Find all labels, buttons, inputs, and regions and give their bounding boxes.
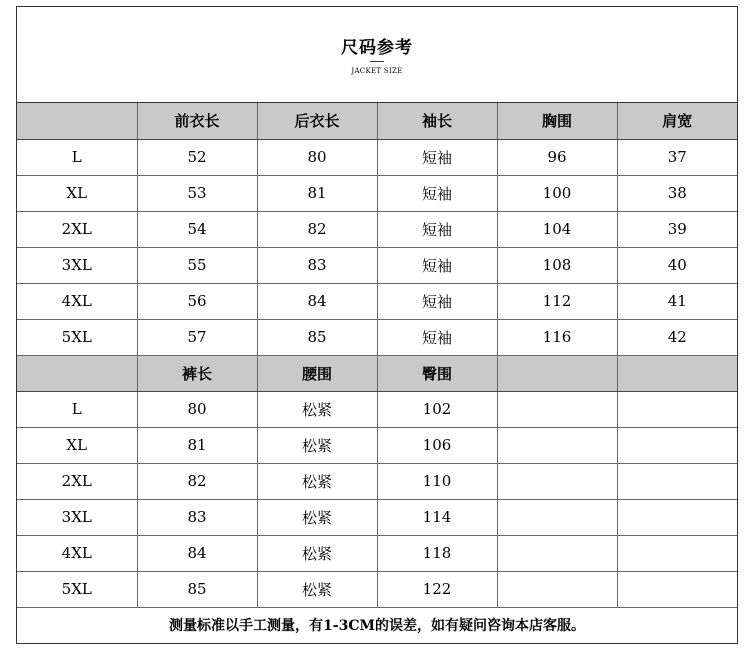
table-row	[17, 499, 737, 535]
size-label-cell: XL	[17, 175, 137, 211]
table-cell: 122	[377, 571, 497, 607]
table-cell: 37	[617, 139, 737, 175]
table-cell: 41	[617, 283, 737, 319]
table-cell	[497, 571, 617, 607]
column-header: 后衣长	[257, 103, 377, 139]
table-cell: 83	[137, 499, 257, 535]
table-row	[17, 175, 737, 211]
table-cell: 53	[137, 175, 257, 211]
size-label-cell: L	[17, 391, 137, 427]
table-cell: 110	[377, 463, 497, 499]
table-cell: 100	[497, 175, 617, 211]
table-cell: 116	[497, 319, 617, 355]
table-cell: 118	[377, 535, 497, 571]
table-row	[17, 391, 737, 427]
table-cell: 104	[497, 211, 617, 247]
size-label-cell: 5XL	[17, 571, 137, 607]
table-cell: 81	[137, 427, 257, 463]
table-cell	[617, 571, 737, 607]
measurement-note: 测量标准以手工测量，有1-3CM的误差，如有疑问咨询本店客服。	[169, 618, 585, 634]
table-row	[17, 427, 737, 463]
table-cell	[497, 535, 617, 571]
column-header: 胸围	[497, 103, 617, 139]
table-cell: 短袖	[377, 247, 497, 283]
table-row	[17, 283, 737, 319]
table-cell	[617, 499, 737, 535]
table-cell: 松紧	[257, 463, 377, 499]
top-table-header-row	[17, 103, 737, 139]
table-cell: 松紧	[257, 571, 377, 607]
table-cell: 80	[257, 139, 377, 175]
table-cell	[497, 463, 617, 499]
size-table	[17, 103, 737, 608]
table-cell: 松紧	[257, 499, 377, 535]
table-cell	[497, 391, 617, 427]
table-cell: 短袖	[377, 175, 497, 211]
table-row	[17, 211, 737, 247]
table-cell	[497, 499, 617, 535]
table-cell: 114	[377, 499, 497, 535]
table-cell: 108	[497, 247, 617, 283]
column-header: 裤长	[137, 355, 257, 391]
table-row	[17, 463, 737, 499]
table-cell: 82	[257, 211, 377, 247]
table-cell	[617, 535, 737, 571]
table-cell	[497, 427, 617, 463]
table-cell	[617, 463, 737, 499]
title-divider	[370, 61, 384, 62]
bottom-table-header-row	[17, 355, 737, 391]
size-table-body	[17, 103, 737, 607]
table-cell: 84	[137, 535, 257, 571]
column-header: 袖长	[377, 103, 497, 139]
table-row	[17, 535, 737, 571]
table-cell: 松紧	[257, 535, 377, 571]
table-cell: 96	[497, 139, 617, 175]
size-label-cell: 3XL	[17, 499, 137, 535]
table-cell: 85	[257, 319, 377, 355]
chart-subtitle: JACKET SIZE	[351, 67, 403, 75]
table-row	[17, 571, 737, 607]
size-label-cell: XL	[17, 427, 137, 463]
size-chart	[16, 6, 738, 644]
size-label-cell: 4XL	[17, 283, 137, 319]
table-cell: 83	[257, 247, 377, 283]
table-row	[17, 139, 737, 175]
table-cell: 81	[257, 175, 377, 211]
table-cell: 82	[137, 463, 257, 499]
table-cell: 55	[137, 247, 257, 283]
table-cell: 短袖	[377, 283, 497, 319]
table-cell: 短袖	[377, 211, 497, 247]
table-cell: 40	[617, 247, 737, 283]
table-cell: 80	[137, 391, 257, 427]
column-header	[17, 103, 137, 139]
table-row	[17, 319, 737, 355]
table-cell: 52	[137, 139, 257, 175]
chart-title: 尺码参考	[341, 38, 413, 58]
table-cell: 短袖	[377, 139, 497, 175]
table-cell	[617, 427, 737, 463]
size-label-cell: 4XL	[17, 535, 137, 571]
column-header: 前衣长	[137, 103, 257, 139]
table-cell: 84	[257, 283, 377, 319]
table-cell: 松紧	[257, 427, 377, 463]
column-header: 腰围	[257, 355, 377, 391]
size-label-cell: 3XL	[17, 247, 137, 283]
table-cell: 56	[137, 283, 257, 319]
table-cell: 54	[137, 211, 257, 247]
size-label-cell: 2XL	[17, 211, 137, 247]
chart-header	[17, 7, 737, 103]
table-cell: 112	[497, 283, 617, 319]
table-cell: 57	[137, 319, 257, 355]
column-header	[17, 355, 137, 391]
table-cell: 42	[617, 319, 737, 355]
table-cell: 39	[617, 211, 737, 247]
table-cell: 38	[617, 175, 737, 211]
size-label-cell: 2XL	[17, 463, 137, 499]
table-cell: 106	[377, 427, 497, 463]
table-cell: 短袖	[377, 319, 497, 355]
column-header: 肩宽	[617, 103, 737, 139]
size-label-cell: 5XL	[17, 319, 137, 355]
column-header: 臀围	[377, 355, 497, 391]
table-cell: 102	[377, 391, 497, 427]
table-cell: 85	[137, 571, 257, 607]
table-cell: 松紧	[257, 391, 377, 427]
table-cell	[617, 391, 737, 427]
size-label-cell: L	[17, 139, 137, 175]
column-header	[617, 355, 737, 391]
column-header	[497, 355, 617, 391]
table-row	[17, 247, 737, 283]
